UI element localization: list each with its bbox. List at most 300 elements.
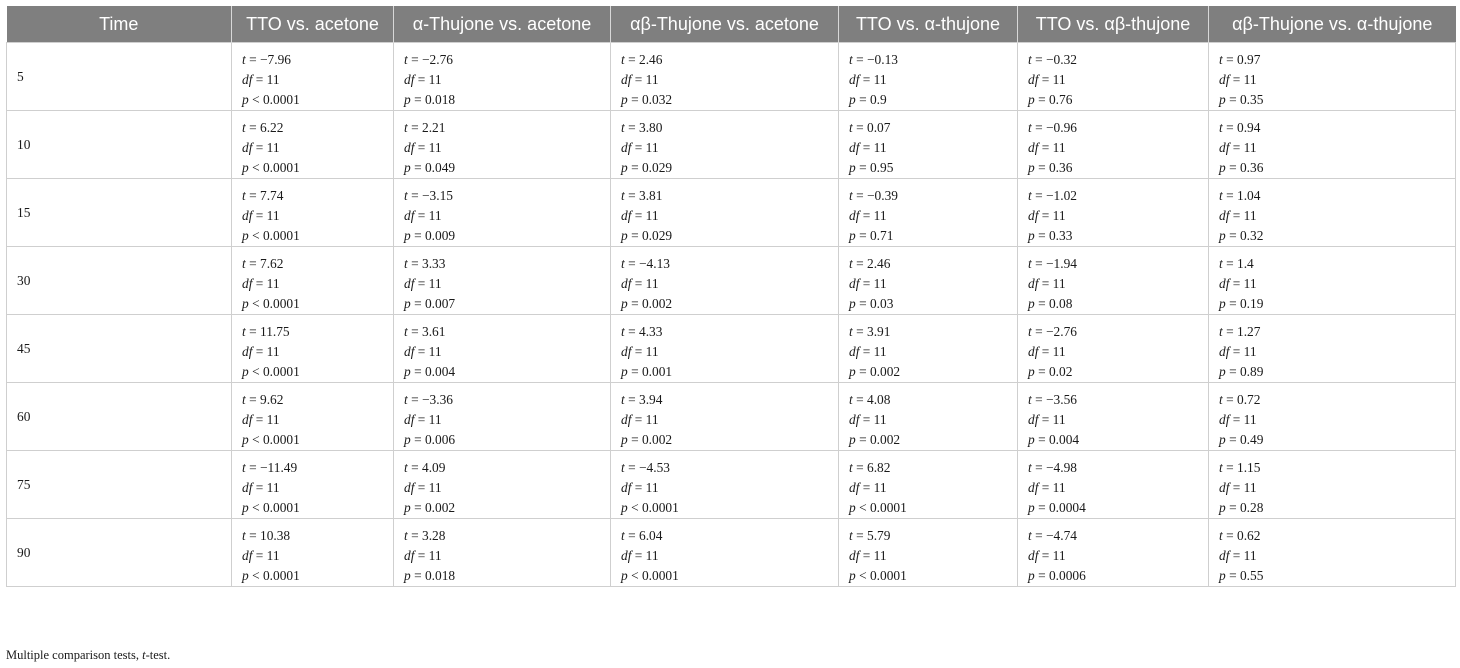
stat-value-df: = 11: [1041, 72, 1066, 87]
stat-line-p: [1219, 90, 1455, 110]
stat-cell: [839, 451, 1018, 519]
stat-label-df: df: [1028, 412, 1039, 427]
stat-line-df: [1219, 546, 1455, 566]
stat-label-t: t: [404, 188, 408, 203]
stat-value-df: = 11: [862, 208, 887, 223]
stat-label-t: t: [621, 392, 625, 407]
stat-line-t: [621, 526, 838, 546]
stat-label-t: t: [404, 256, 408, 271]
stat-value-p: = 0.95: [859, 160, 894, 175]
stat-line-df: [242, 478, 393, 498]
stat-line-p: [1219, 362, 1455, 382]
stat-label-p: p: [404, 568, 411, 583]
stat-line-p: [1028, 430, 1208, 450]
header-tto-vs-alphabeta-thujone: TTO vs. αβ-thujone: [1018, 6, 1209, 43]
stat-label-df: df: [404, 140, 415, 155]
stat-label-df: df: [1028, 276, 1039, 291]
stat-value-t: = −0.32: [1035, 52, 1077, 67]
stat-line-t: [1028, 186, 1208, 206]
footnote-italic: t: [142, 648, 146, 662]
stat-value-p: < 0.0001: [252, 160, 300, 175]
stat-value-df: = 11: [1041, 208, 1066, 223]
stat-line-df: [1028, 546, 1208, 566]
stat-value-df: = 11: [255, 140, 280, 155]
stat-line-p: [242, 498, 393, 518]
stat-label-p: p: [242, 92, 249, 107]
stat-line-t: [404, 322, 610, 342]
stat-label-t: t: [1028, 52, 1032, 67]
stat-line-t: [1219, 390, 1455, 410]
stat-label-p: p: [1028, 364, 1035, 379]
table-row: [7, 247, 1456, 315]
stat-value-p: = 0.71: [859, 228, 894, 243]
stat-value-p: < 0.0001: [252, 568, 300, 583]
stat-label-t: t: [849, 392, 853, 407]
stat-label-t: t: [404, 324, 408, 339]
stat-value-t: = −4.13: [628, 256, 670, 271]
stat-line-t: [849, 186, 1017, 206]
stat-line-df: [621, 206, 838, 226]
stat-value-df: = 11: [1232, 480, 1257, 495]
stat-label-t: t: [404, 52, 408, 67]
stat-label-df: df: [242, 208, 253, 223]
stat-label-df: df: [849, 548, 860, 563]
stat-line-df: [621, 342, 838, 362]
stat-line-p: [1219, 294, 1455, 314]
comparison-table: [6, 6, 1456, 587]
stat-value-t: = 0.62: [1226, 528, 1261, 543]
stat-label-df: df: [1219, 344, 1230, 359]
stat-value-t: = −4.98: [1035, 460, 1077, 475]
stat-value-p: = 0.002: [631, 432, 673, 447]
table-body: [7, 43, 1456, 587]
stat-line-p: [621, 226, 838, 246]
stat-label-t: t: [1219, 188, 1223, 203]
stat-line-df: [1219, 410, 1455, 430]
stat-line-t: [621, 186, 838, 206]
stat-value-df: = 11: [417, 548, 442, 563]
stat-cell: [611, 451, 839, 519]
stat-line-t: [1028, 322, 1208, 342]
stat-label-p: p: [404, 228, 411, 243]
stat-cell: [394, 383, 611, 451]
stat-value-p: = 0.36: [1229, 160, 1264, 175]
stat-value-t: = −0.96: [1035, 120, 1077, 135]
stat-label-p: p: [404, 500, 411, 515]
stat-label-p: p: [621, 92, 628, 107]
stat-line-df: [1219, 478, 1455, 498]
stat-line-df: [242, 138, 393, 158]
stat-line-t: [242, 186, 393, 206]
stat-value-t: = −0.39: [856, 188, 898, 203]
stat-value-p: = 0.55: [1229, 568, 1264, 583]
stat-cell: [839, 111, 1018, 179]
stat-label-t: t: [242, 120, 246, 135]
stat-value-t: = 0.07: [856, 120, 891, 135]
stat-label-t: t: [1028, 392, 1032, 407]
stat-line-p: [242, 294, 393, 314]
stat-line-p: [1028, 90, 1208, 110]
stat-label-p: p: [1219, 296, 1226, 311]
stat-line-t: [242, 322, 393, 342]
stat-value-t: = −1.94: [1035, 256, 1077, 271]
stat-line-t: [1219, 186, 1455, 206]
stat-line-t: [1219, 254, 1455, 274]
header-row: [7, 6, 1456, 43]
stat-cell: [394, 111, 611, 179]
stat-cell: [839, 43, 1018, 111]
stat-label-p: p: [849, 500, 856, 515]
stat-label-t: t: [621, 528, 625, 543]
stat-value-p: < 0.0001: [252, 432, 300, 447]
stat-label-t: t: [242, 528, 246, 543]
stat-line-p: [621, 566, 838, 586]
stat-value-p: = 0.004: [1038, 432, 1080, 447]
stat-value-p: = 0.35: [1229, 92, 1264, 107]
stat-label-df: df: [404, 208, 415, 223]
stat-line-p: [404, 294, 610, 314]
stat-value-df: = 11: [862, 548, 887, 563]
stat-value-df: = 11: [255, 208, 280, 223]
stat-value-t: = 1.4: [1226, 256, 1254, 271]
table-row: [7, 519, 1456, 587]
stat-label-t: t: [1028, 324, 1032, 339]
stat-line-t: [1028, 118, 1208, 138]
stat-line-df: [404, 138, 610, 158]
stat-line-t: [1219, 50, 1455, 70]
stat-line-t: [242, 526, 393, 546]
stat-cell: [394, 247, 611, 315]
stat-value-p: = 0.002: [859, 432, 901, 447]
stat-cell: [1018, 179, 1209, 247]
stat-label-p: p: [1219, 568, 1226, 583]
stat-label-df: df: [849, 344, 860, 359]
stat-line-t: [849, 526, 1017, 546]
stat-label-df: df: [849, 140, 860, 155]
stat-line-df: [404, 206, 610, 226]
stat-label-t: t: [1219, 256, 1223, 271]
stat-label-p: p: [621, 568, 628, 583]
stat-value-df: = 11: [862, 480, 887, 495]
stat-line-t: [621, 322, 838, 342]
stat-line-df: [849, 206, 1017, 226]
stat-line-p: [1219, 226, 1455, 246]
stat-label-p: p: [1028, 296, 1035, 311]
stat-value-t: = 11.75: [249, 324, 290, 339]
stat-value-p: = 0.029: [631, 228, 673, 243]
stat-cell: [394, 519, 611, 587]
stat-label-t: t: [621, 256, 625, 271]
stat-label-p: p: [404, 364, 411, 379]
stat-value-df: = 11: [417, 208, 442, 223]
stat-line-p: [1028, 566, 1208, 586]
stat-value-t: = −2.76: [1035, 324, 1077, 339]
stat-label-p: p: [621, 500, 628, 515]
stat-value-t: = 4.33: [628, 324, 663, 339]
stat-cell: [1209, 315, 1456, 383]
stat-line-df: [621, 546, 838, 566]
stat-cell: [232, 315, 394, 383]
time-cell: 15: [7, 179, 232, 247]
time-cell: 45: [7, 315, 232, 383]
stat-value-df: = 11: [1232, 276, 1257, 291]
stat-line-t: [242, 118, 393, 138]
stat-cell: [232, 43, 394, 111]
stat-cell: [1209, 111, 1456, 179]
stat-value-t: = 7.74: [249, 188, 284, 203]
stat-value-df: = 11: [862, 140, 887, 155]
stat-value-t: = −7.96: [249, 52, 291, 67]
stat-value-t: = 4.08: [856, 392, 891, 407]
stat-line-t: [849, 254, 1017, 274]
stat-value-p: = 0.032: [631, 92, 673, 107]
stat-value-p: = 0.28: [1229, 500, 1264, 515]
stat-line-df: [242, 274, 393, 294]
stat-line-df: [849, 478, 1017, 498]
stat-line-t: [404, 254, 610, 274]
stat-value-p: < 0.0001: [252, 296, 300, 311]
stat-cell: [394, 451, 611, 519]
stat-label-p: p: [404, 92, 411, 107]
stat-value-t: = 3.33: [411, 256, 446, 271]
table-row: [7, 315, 1456, 383]
stat-value-p: = 0.02: [1038, 364, 1073, 379]
stat-line-p: [1028, 498, 1208, 518]
stat-value-df: = 11: [255, 480, 280, 495]
stat-value-t: = 3.61: [411, 324, 446, 339]
stat-value-p: = 0.49: [1229, 432, 1264, 447]
stat-line-p: [404, 430, 610, 450]
stat-label-df: df: [1028, 344, 1039, 359]
stat-value-t: = −3.56: [1035, 392, 1077, 407]
stat-line-df: [1028, 410, 1208, 430]
stat-line-df: [1028, 70, 1208, 90]
stat-line-p: [621, 90, 838, 110]
stat-line-df: [621, 274, 838, 294]
time-cell: 90: [7, 519, 232, 587]
footnote-suffix: -test.: [145, 648, 171, 662]
stat-value-df: = 11: [417, 72, 442, 87]
stat-label-p: p: [242, 364, 249, 379]
stat-label-p: p: [242, 432, 249, 447]
stat-line-p: [242, 430, 393, 450]
stat-label-df: df: [242, 344, 253, 359]
stat-line-t: [242, 458, 393, 478]
stat-label-p: p: [1028, 432, 1035, 447]
stat-cell: [232, 519, 394, 587]
stat-label-df: df: [242, 72, 253, 87]
stat-line-df: [621, 138, 838, 158]
stat-label-p: p: [242, 160, 249, 175]
stat-value-p: = 0.049: [414, 160, 456, 175]
stat-line-df: [242, 342, 393, 362]
stat-label-p: p: [1028, 160, 1035, 175]
stat-cell: [1209, 451, 1456, 519]
stat-label-df: df: [621, 72, 632, 87]
stat-label-t: t: [849, 528, 853, 543]
stat-value-t: = −11.49: [249, 460, 298, 475]
stat-line-df: [849, 410, 1017, 430]
stat-label-p: p: [242, 228, 249, 243]
stat-value-t: = 4.09: [411, 460, 446, 475]
stat-value-df: = 11: [862, 412, 887, 427]
time-cell: 30: [7, 247, 232, 315]
stat-label-df: df: [621, 412, 632, 427]
stat-line-p: [849, 362, 1017, 382]
stat-value-df: = 11: [634, 276, 659, 291]
stat-value-p: = 0.004: [414, 364, 456, 379]
stat-line-t: [621, 118, 838, 138]
stat-value-df: = 11: [255, 344, 280, 359]
stat-value-p: = 0.76: [1038, 92, 1073, 107]
stat-label-df: df: [1028, 72, 1039, 87]
stat-value-df: = 11: [634, 480, 659, 495]
stat-line-df: [242, 546, 393, 566]
stat-line-df: [1028, 478, 1208, 498]
stat-line-t: [242, 254, 393, 274]
stat-value-p: < 0.0001: [859, 568, 907, 583]
header-time: Time: [7, 6, 232, 43]
stat-cell: [839, 179, 1018, 247]
stat-value-p: = 0.018: [414, 92, 456, 107]
stat-line-p: [1219, 566, 1455, 586]
stat-cell: [611, 383, 839, 451]
stat-line-df: [1028, 342, 1208, 362]
stat-value-df: = 11: [634, 140, 659, 155]
stat-line-t: [1028, 458, 1208, 478]
stat-line-t: [621, 390, 838, 410]
stat-label-p: p: [849, 432, 856, 447]
stat-value-df: = 11: [417, 480, 442, 495]
stat-value-t: = 3.91: [856, 324, 891, 339]
stat-line-p: [849, 90, 1017, 110]
stat-label-df: df: [849, 412, 860, 427]
stat-cell: [611, 315, 839, 383]
stat-label-df: df: [404, 344, 415, 359]
stat-label-p: p: [404, 160, 411, 175]
stat-value-t: = 5.79: [856, 528, 891, 543]
stat-value-p: = 0.018: [414, 568, 456, 583]
stat-label-df: df: [1219, 480, 1230, 495]
stat-line-t: [1028, 254, 1208, 274]
stat-value-p: < 0.0001: [252, 228, 300, 243]
stat-cell: [394, 43, 611, 111]
stat-line-t: [404, 50, 610, 70]
stat-label-df: df: [621, 208, 632, 223]
stat-label-t: t: [849, 188, 853, 203]
stat-label-p: p: [621, 432, 628, 447]
stat-value-p: = 0.19: [1229, 296, 1264, 311]
stat-label-df: df: [621, 344, 632, 359]
stat-label-t: t: [849, 52, 853, 67]
header-tto-vs-acetone: TTO vs. acetone: [232, 6, 394, 43]
stat-value-df: = 11: [862, 276, 887, 291]
stat-cell: [232, 179, 394, 247]
stat-line-df: [1219, 274, 1455, 294]
stat-value-p: = 0.009: [414, 228, 456, 243]
stat-label-df: df: [621, 548, 632, 563]
stat-cell: [839, 383, 1018, 451]
table-row: [7, 111, 1456, 179]
header-alphabeta-vs-alpha-thujone: αβ-Thujone vs. α-thujone: [1209, 6, 1456, 43]
stat-line-p: [849, 226, 1017, 246]
stat-line-df: [242, 410, 393, 430]
stat-label-t: t: [242, 392, 246, 407]
stat-label-t: t: [242, 256, 246, 271]
stat-value-df: = 11: [1232, 140, 1257, 155]
stat-value-df: = 11: [862, 344, 887, 359]
stat-label-t: t: [1028, 120, 1032, 135]
stat-label-df: df: [1028, 548, 1039, 563]
stat-value-p: = 0.33: [1038, 228, 1073, 243]
stat-label-df: df: [621, 480, 632, 495]
stat-line-df: [849, 546, 1017, 566]
stat-line-p: [849, 158, 1017, 178]
stat-value-t: = 2.46: [856, 256, 891, 271]
stat-label-df: df: [849, 72, 860, 87]
stat-line-t: [1219, 526, 1455, 546]
stat-label-p: p: [1219, 228, 1226, 243]
stat-line-p: [1219, 158, 1455, 178]
stat-line-t: [404, 186, 610, 206]
stat-label-p: p: [404, 432, 411, 447]
stat-value-p: = 0.002: [631, 296, 673, 311]
stat-value-df: = 11: [1232, 548, 1257, 563]
stat-value-df: = 11: [634, 344, 659, 359]
stat-value-df: = 11: [1232, 344, 1257, 359]
stat-label-df: df: [849, 208, 860, 223]
stat-value-df: = 11: [417, 344, 442, 359]
stat-line-p: [404, 498, 610, 518]
stat-value-df: = 11: [255, 72, 280, 87]
stat-line-df: [621, 70, 838, 90]
stat-label-df: df: [242, 412, 253, 427]
stat-line-p: [1219, 498, 1455, 518]
stat-cell: [839, 247, 1018, 315]
stat-line-p: [621, 498, 838, 518]
stat-label-df: df: [242, 140, 253, 155]
stat-value-t: = 1.15: [1226, 460, 1261, 475]
stat-value-df: = 11: [862, 72, 887, 87]
stat-label-t: t: [621, 120, 625, 135]
stat-value-p: = 0.002: [859, 364, 901, 379]
stat-label-p: p: [849, 364, 856, 379]
stat-value-t: = 6.22: [249, 120, 284, 135]
stat-label-df: df: [404, 548, 415, 563]
stat-value-df: = 11: [1041, 548, 1066, 563]
stat-line-df: [404, 342, 610, 362]
stat-line-p: [242, 158, 393, 178]
stat-value-df: = 11: [255, 548, 280, 563]
stat-label-t: t: [1028, 188, 1032, 203]
stat-value-t: = 10.38: [249, 528, 291, 543]
stat-label-t: t: [849, 120, 853, 135]
stat-line-p: [1028, 226, 1208, 246]
stat-label-t: t: [1219, 460, 1223, 475]
stat-label-t: t: [849, 460, 853, 475]
stat-label-p: p: [1219, 500, 1226, 515]
stat-cell: [232, 247, 394, 315]
stat-line-t: [849, 50, 1017, 70]
stat-label-p: p: [242, 500, 249, 515]
stat-label-t: t: [404, 392, 408, 407]
stat-label-df: df: [1219, 276, 1230, 291]
stat-value-df: = 11: [417, 412, 442, 427]
stat-label-p: p: [404, 296, 411, 311]
stat-value-t: = 7.62: [249, 256, 284, 271]
stat-value-t: = 2.21: [411, 120, 446, 135]
stat-line-t: [404, 526, 610, 546]
